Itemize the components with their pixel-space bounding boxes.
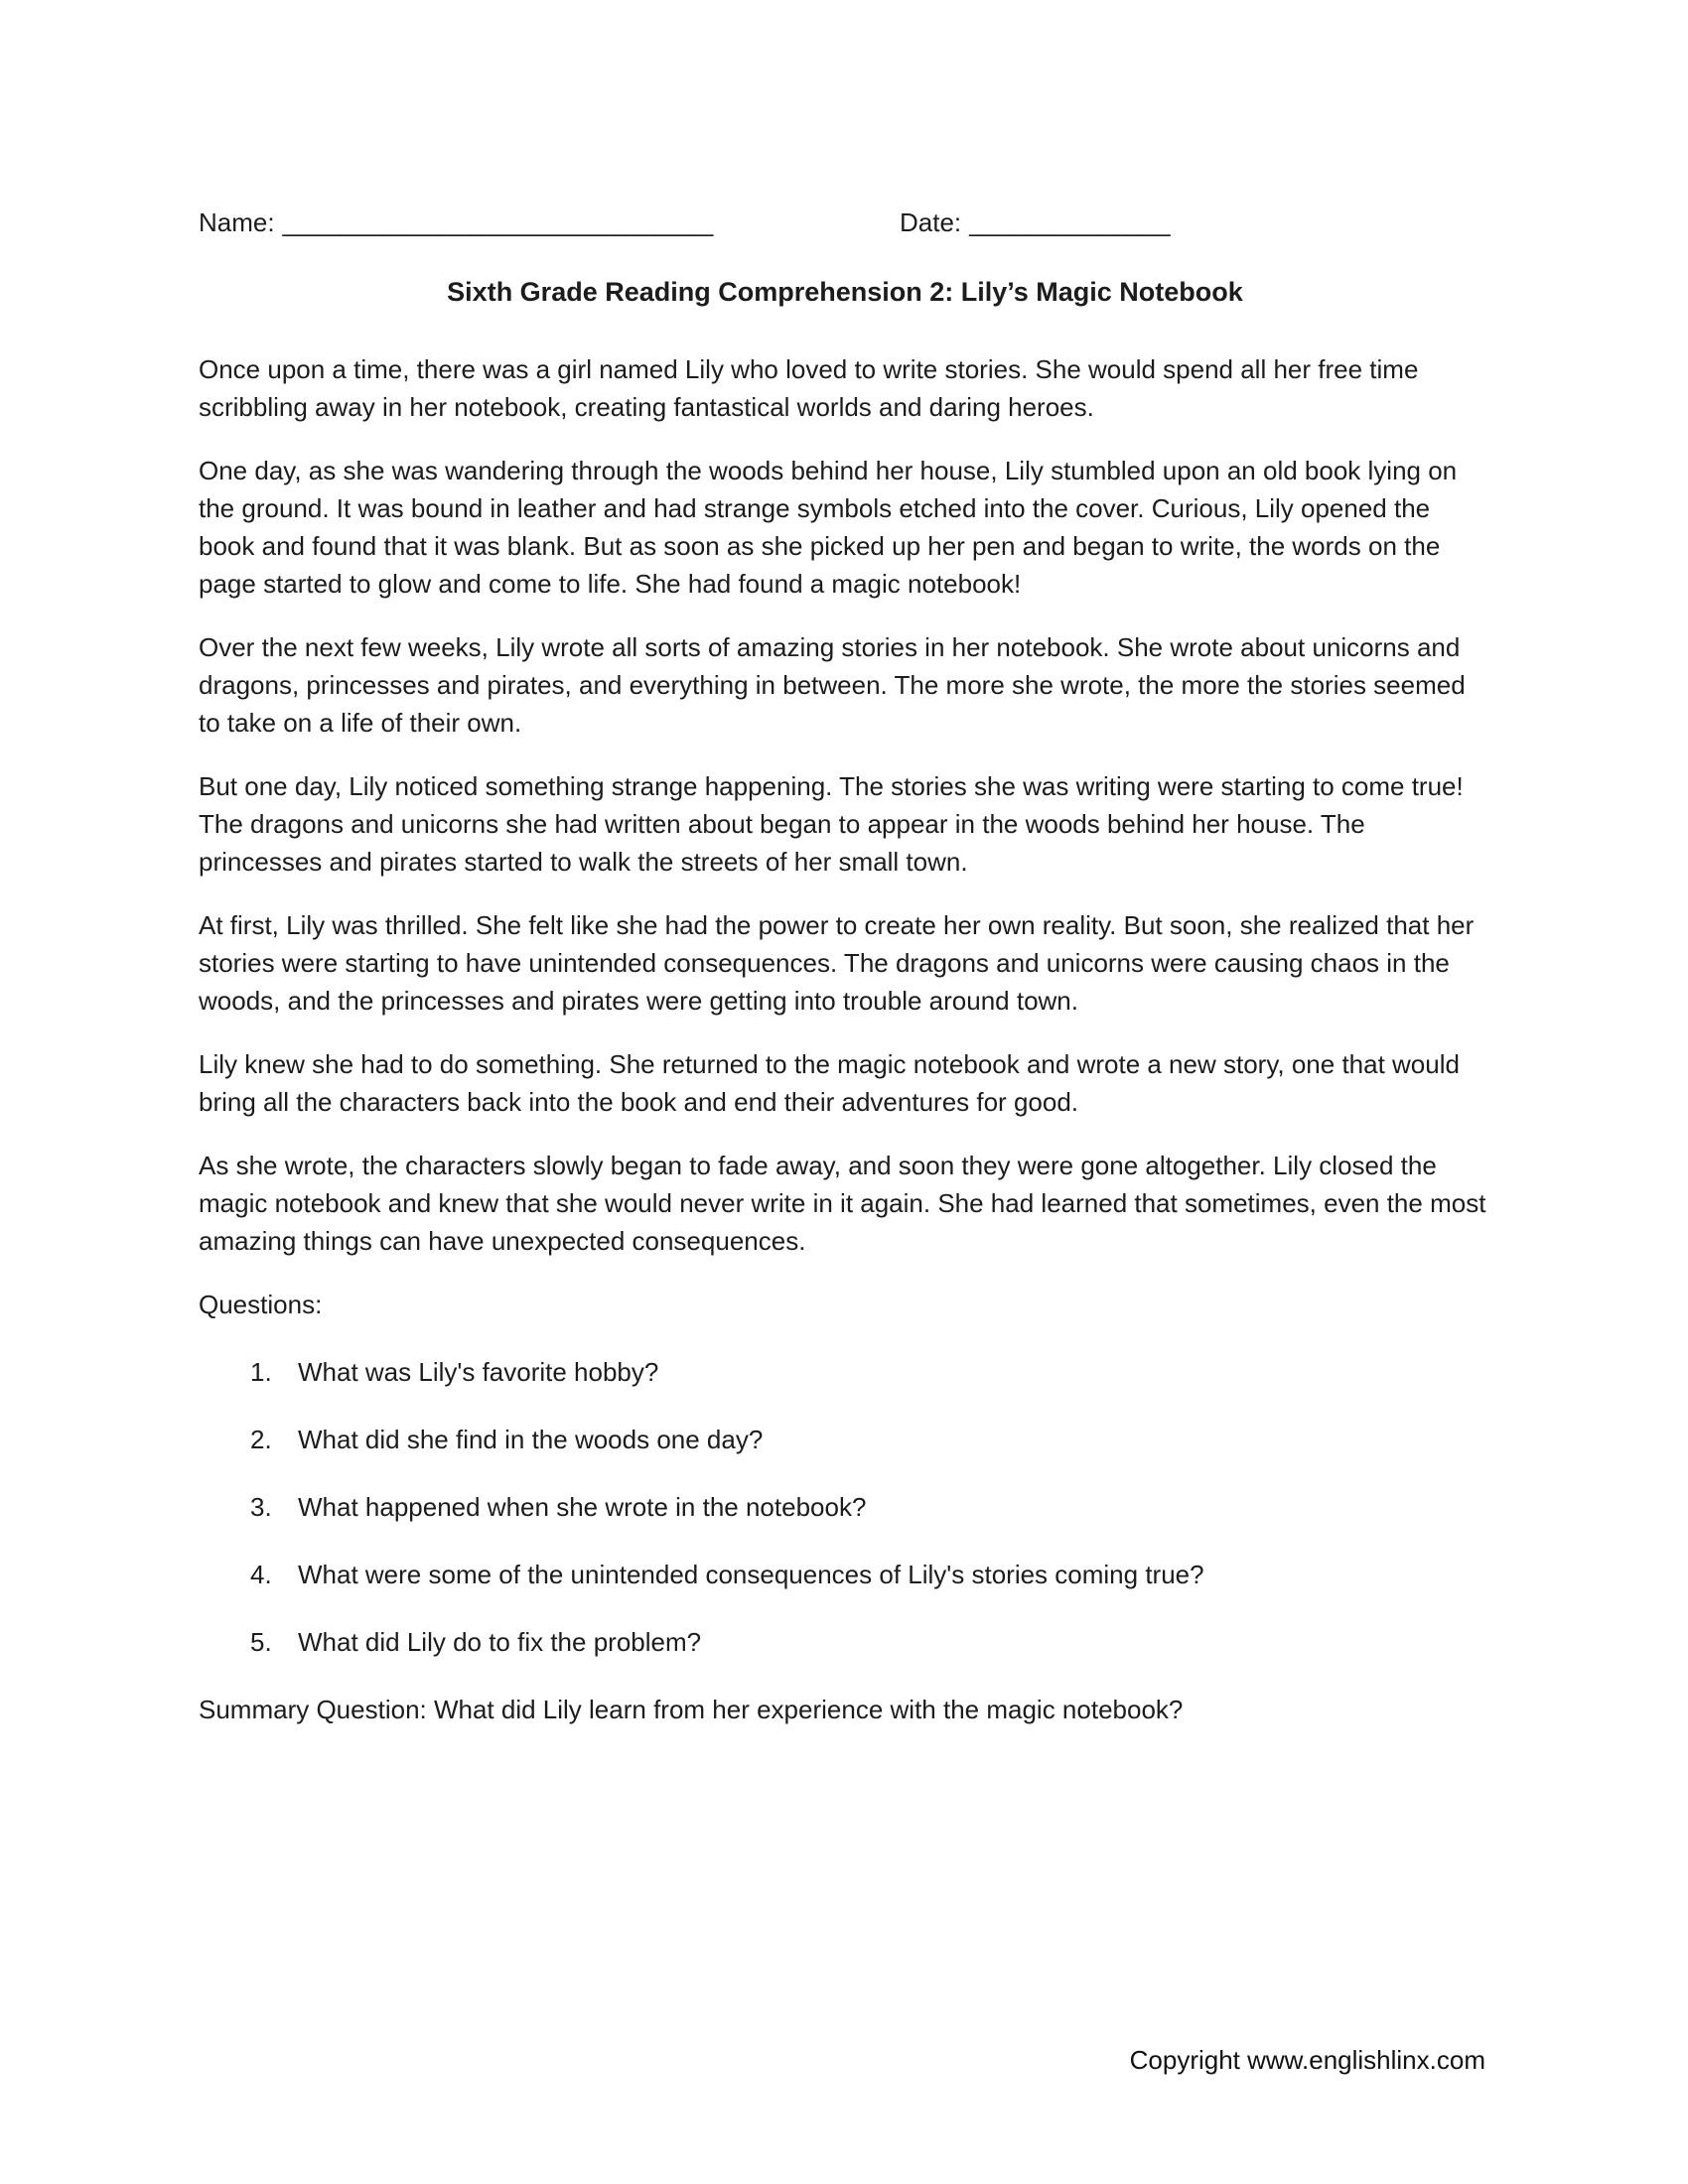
question-number: 1. <box>250 1357 272 1387</box>
date-blank-line: ______________ <box>969 207 1171 237</box>
story-paragraph-7: As she wrote, the characters slowly began to fade away, and soon they were gone altogether. Lily closed the magic notebook and knew that she would never write in it again. She had learned that sometimes, even the most amazing things can have unexpected consequences. <box>199 1151 1486 1256</box>
question-text: What did she find in the woods one day? <box>298 1425 764 1454</box>
question-number: 2. <box>250 1425 272 1454</box>
question-item-2 <box>250 1421 1491 1458</box>
question-item-3 <box>250 1488 1491 1526</box>
story-paragraph-6: Lily knew she had to do something. She returned to the magic notebook and wrote a new story, one that would bring all the characters back into the book and end their adventures for good. <box>199 1049 1460 1117</box>
question-list <box>250 1353 1491 1661</box>
name-label: Name: <box>199 207 275 237</box>
story-paragraph-5: At first, Lily was thrilled. She felt like she had the power to create her own reality. But soon, she realized that her stories were starting to have unintended consequences. The dragons and unicorns were causing chaos in the woods, and the princesses and pirates were getting into trouble around town. <box>199 910 1475 1016</box>
worksheet-title: Sixth Grade Reading Comprehension 2: Lily’s Magic Notebook <box>447 277 1243 307</box>
name-blank-line: ______________________________ <box>282 207 714 237</box>
question-text: What was Lily's favorite hobby? <box>298 1357 659 1387</box>
story-paragraph-2: One day, as she was wandering through the woods behind her house, Lily stumbled upon an old book lying on the ground. It was bound in leather and had strange symbols etched into the cover. Curious, Lily opened the book and found that it was blank. But as soon as she picked up her pen and began to write, the words on the page started to glow and come to life. She had found a magic notebook! <box>199 456 1458 599</box>
question-text: What happened when she wrote in the notebook? <box>298 1492 867 1522</box>
story-paragraph-1: Once upon a time, there was a girl named Lily who loved to write stories. She would spend all her free time scribbling away in her notebook, creating fantastical worlds and daring heroes. <box>199 354 1419 422</box>
question-number: 3. <box>250 1492 272 1522</box>
question-number: 4. <box>250 1560 272 1589</box>
story-paragraph-3: Over the next few weeks, Lily wrote all sorts of amazing stories in her notebook. She wrote about unicorns and dragons, princesses and pirates, and everything in between. The more she wrote, the more the stories seemed to take on a life of their own. <box>199 632 1466 738</box>
question-text: What did Lily do to fix the problem? <box>298 1627 702 1657</box>
copyright-notice: Copyright www.englishlinx.com <box>1129 2045 1485 2075</box>
question-text: What were some of the unintended consequences of Lily's stories coming true? <box>298 1560 1204 1589</box>
question-item-5 <box>250 1623 1491 1661</box>
questions-label: Questions: <box>199 1290 323 1319</box>
story-paragraph-4: But one day, Lily noticed something strange happening. The stories she was writing were starting to come true! The dragons and unicorns she had written about began to appear in the woods behind her house. The princesses and pirates started to walk the streets of her small town. <box>199 771 1464 877</box>
summary-question: Summary Question: What did Lily learn from her experience with the magic notebook? <box>199 1695 1184 1724</box>
question-item-4 <box>250 1556 1491 1593</box>
question-number: 5. <box>250 1627 272 1657</box>
date-label: Date: <box>900 207 962 237</box>
worksheet-header <box>199 204 1491 241</box>
question-item-1 <box>250 1353 1491 1391</box>
name-field <box>199 204 900 241</box>
date-field <box>900 204 1171 241</box>
